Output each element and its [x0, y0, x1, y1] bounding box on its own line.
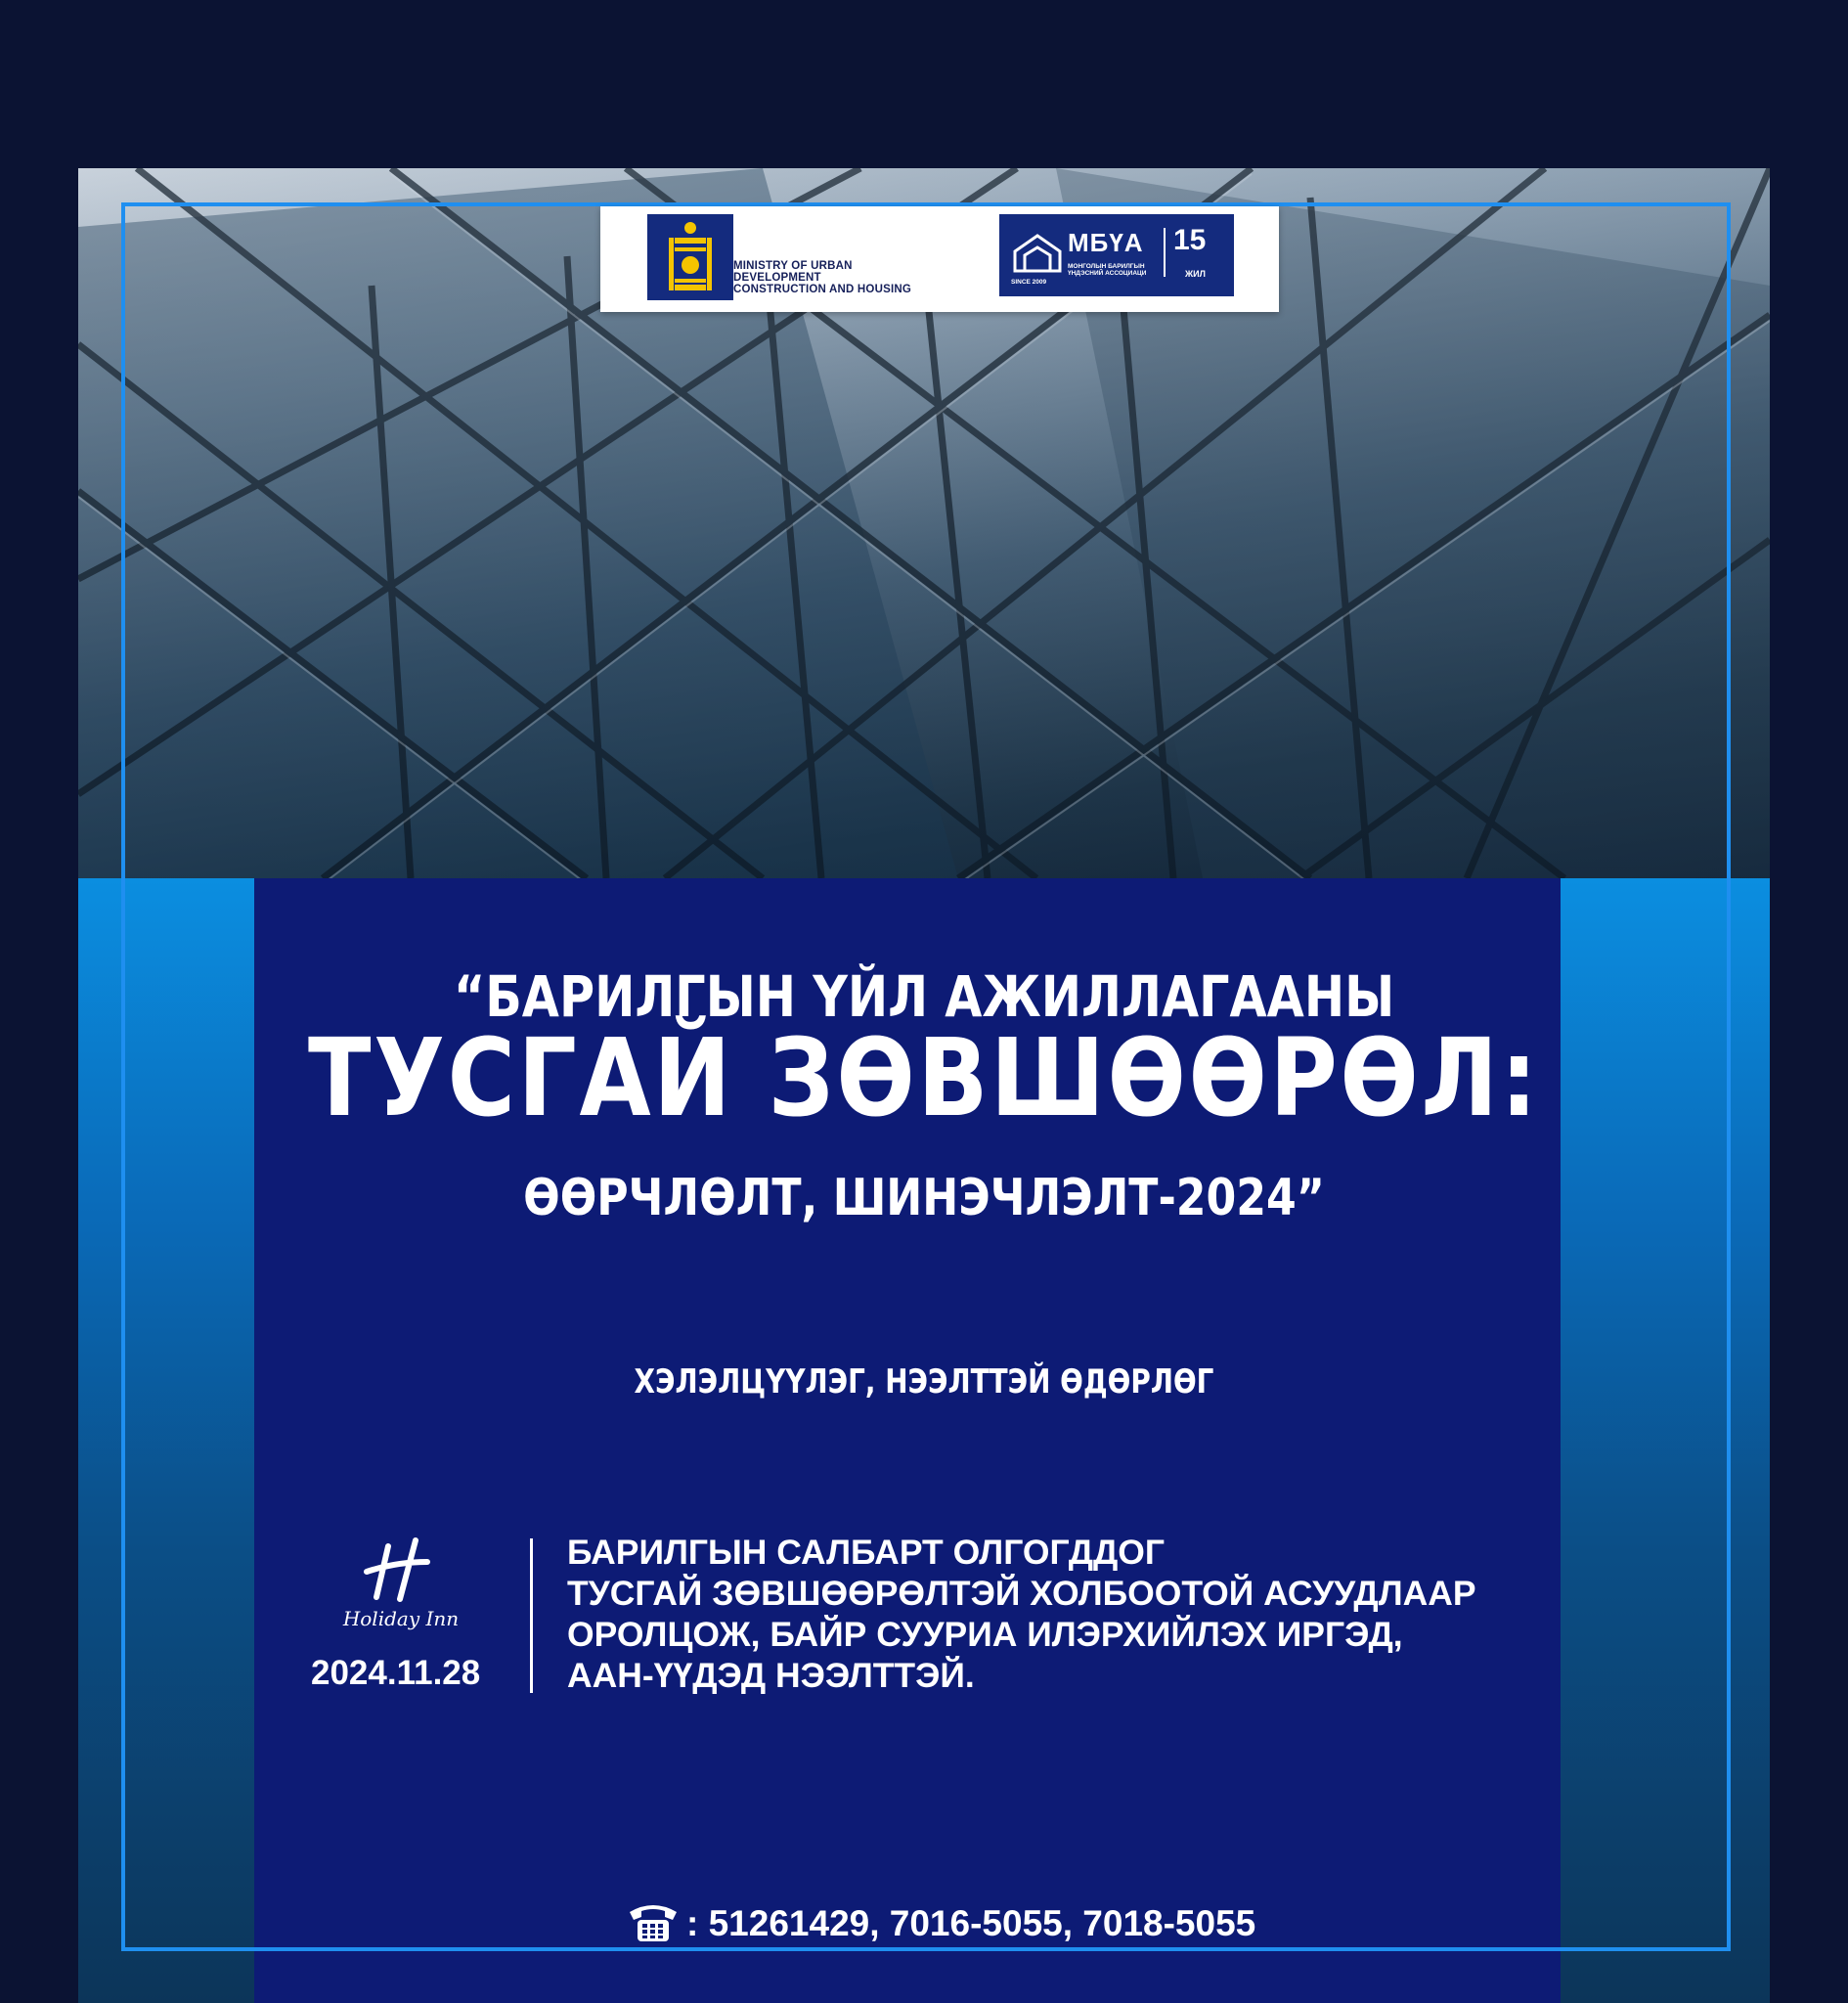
headline-line-2: ТУСГАЙ ЗӨВШӨӨРӨЛ: [308, 1015, 1540, 1140]
headline-line-3: ӨӨРЧЛӨЛТ, ШИНЭЧЛЭЛТ-2024” [523, 1169, 1325, 1227]
event-subtitle: ХЭЛЭЛЦҮҮЛЭГ, НЭЭЛТТЭЙ ӨДӨРЛӨГ [634, 1362, 1214, 1402]
event-description [567, 1532, 1564, 1696]
venue-name: Holiday Inn [342, 1607, 460, 1630]
association-logo [999, 214, 1234, 296]
holiday-inn-h-icon [337, 1533, 464, 1607]
event-date: 2024.11.28 [311, 1654, 481, 1692]
telephone-icon [626, 1900, 681, 1952]
association-subtitle: МОНГОЛЫН БАРИЛГЫН ҮНДЭСНИЙ АССОЦИАЦИ [1068, 263, 1147, 277]
ministry-name: MINISTRY OF URBAN DEVELOPMENT CONSTRUCTION AND HOUSING [733, 260, 911, 295]
description-line: ОРОЛЦОЖ, БАЙР СУУРИА ИЛЭРХИЙЛЭХ ИРГЭД, [567, 1615, 1403, 1654]
description-line: ТУСГАЙ ЗӨВШӨӨРӨЛТЭЙ ХОЛБООТОЙ АСУУДЛААР [567, 1574, 1476, 1613]
contact-info [626, 1900, 1255, 1952]
description-line: ААН-ҮҮДЭД НЭЭЛТТЭЙ. [567, 1656, 975, 1695]
logo-divider [1164, 228, 1166, 277]
holiday-inn-logo [337, 1533, 464, 1640]
logo-strip [600, 206, 1279, 312]
association-since: SINCE 2009 [1011, 279, 1047, 286]
headline-line-1: “БАРИЛГЫН ҮЙЛ АЖИЛЛАГААНЫ [453, 963, 1395, 1030]
soyombo-emblem-icon [647, 214, 733, 300]
association-abbr: МБҮА [1068, 228, 1144, 257]
anniversary-unit: ЖИЛ [1185, 269, 1206, 279]
description-line: БАРИЛГЫН САЛБАРТ ОЛГОГДДОГ [567, 1533, 1166, 1572]
vertical-divider [530, 1538, 533, 1693]
contact-phones: : 51261429, 7016-5055, 7018-5055 [686, 1903, 1256, 1943]
anniversary-years: 15 [1173, 224, 1207, 256]
house-icon [1011, 232, 1064, 275]
